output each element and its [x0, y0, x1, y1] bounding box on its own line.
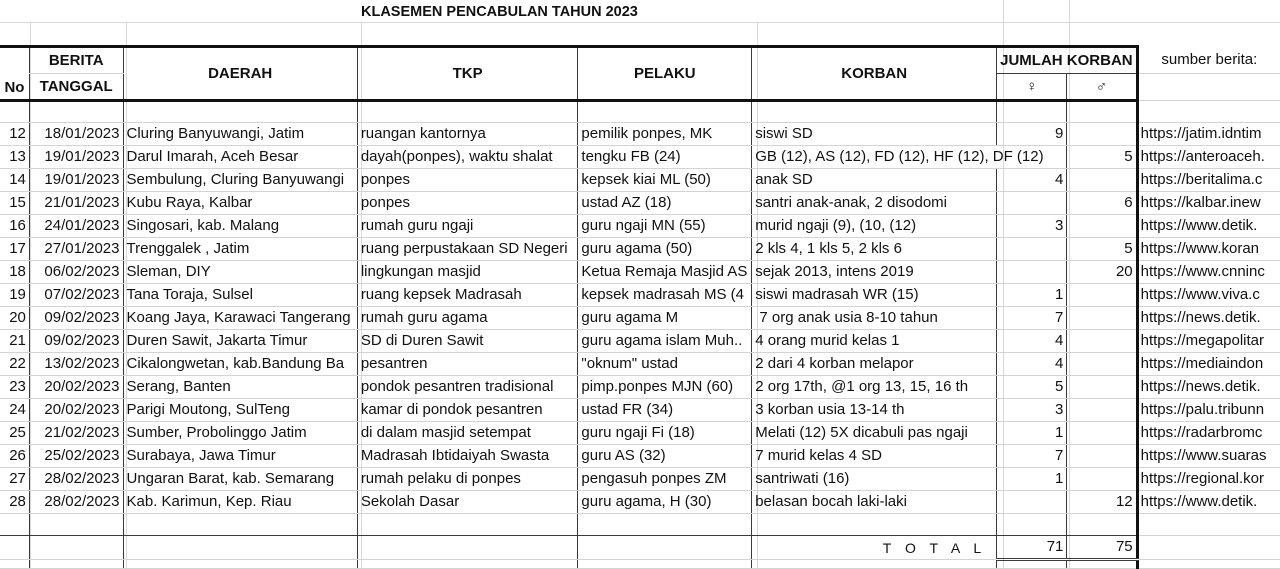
cell-korban[interactable]: santriwati (16)	[752, 468, 997, 491]
total-row	[0, 536, 1280, 560]
cell-pelaku[interactable]: tengku FB (24)	[578, 146, 752, 169]
cell-pelaku[interactable]: pimp.ponpes MJN (60)	[578, 376, 752, 399]
header-tanggal[interactable]: TANGGAL	[29, 74, 123, 101]
empty-cell[interactable]	[29, 514, 123, 536]
empty-cell[interactable]	[123, 536, 357, 560]
cell-tkp[interactable]: pondok pesantren tradisional	[357, 376, 578, 399]
cell-male-count[interactable]	[1067, 399, 1137, 422]
cell-tanggal[interactable]: 19/01/2023	[29, 146, 123, 169]
empty-cell[interactable]	[752, 560, 997, 569]
empty-row	[0, 514, 1280, 536]
cell-sumber-link[interactable]: https://megapolitar	[1137, 330, 1280, 353]
cell-sumber-link[interactable]: https://palu.tribunn	[1137, 399, 1280, 422]
cell-male-count[interactable]: 12	[1067, 491, 1137, 514]
cell-no[interactable]: 20	[0, 307, 29, 330]
empty-cell[interactable]	[0, 101, 29, 123]
header-sumber-berita[interactable]: sumber berita:	[1137, 47, 1280, 74]
cell-daerah[interactable]: Trenggalek , Jatim	[123, 238, 357, 261]
cell-no[interactable]: 18	[0, 261, 29, 284]
table-row	[0, 422, 1280, 445]
cell-sumber-link[interactable]: https://www.koran	[1137, 238, 1280, 261]
cell-tanggal[interactable]: 27/01/2023	[29, 238, 123, 261]
cell-tkp[interactable]: rumah pelaku di ponpes	[357, 468, 578, 491]
cell-no[interactable]: 21	[0, 330, 29, 353]
empty-cell[interactable]	[29, 560, 123, 569]
empty-cell[interactable]	[1067, 101, 1137, 123]
cell-male-count[interactable]: 20	[1067, 261, 1137, 284]
header-daerah[interactable]: DAERAH	[123, 47, 357, 101]
cell-daerah[interactable]: Koang Jaya, Karawaci Tangerang	[123, 307, 357, 330]
table-row	[0, 123, 1280, 146]
cell-no[interactable]: 22	[0, 353, 29, 376]
gridline	[0, 22, 1280, 23]
cell-female-count[interactable]	[997, 192, 1067, 215]
table-row	[0, 192, 1280, 215]
cell-sumber-link[interactable]: https://beritalima.c	[1137, 169, 1280, 192]
cell-sumber-link[interactable]: https://kalbar.inew	[1137, 192, 1280, 215]
cell-tanggal[interactable]: 06/02/2023	[29, 261, 123, 284]
cell-tkp[interactable]: dayah(ponpes), waktu shalat	[357, 146, 578, 169]
table-row	[0, 468, 1280, 491]
cell-male-count[interactable]: 6	[1067, 192, 1137, 215]
cell-tanggal[interactable]: 20/02/2023	[29, 399, 123, 422]
cell-tkp[interactable]: rumah guru agama	[357, 307, 578, 330]
cell-tanggal[interactable]: 09/02/2023	[29, 330, 123, 353]
table-row	[0, 353, 1280, 376]
cell-pelaku[interactable]: Ketua Remaja Masjid AS	[578, 261, 752, 284]
cell-male-count[interactable]	[1067, 445, 1137, 468]
cell-korban[interactable]: 3 korban usia 13-14 th	[752, 399, 997, 422]
cell-sumber-link[interactable]: https://news.detik.	[1137, 307, 1280, 330]
cell-pelaku[interactable]: guru agama M	[578, 307, 752, 330]
cell-sumber-link[interactable]: https://mediaindon	[1137, 353, 1280, 376]
cell-no[interactable]: 19	[0, 284, 29, 307]
cell-no[interactable]: 28	[0, 491, 29, 514]
cell-korban[interactable]: sejak 2013, intens 2019	[752, 261, 997, 284]
table-row	[0, 445, 1280, 468]
cell-daerah[interactable]: Sembulung, Cluring Banyuwangi	[123, 169, 357, 192]
cell-tanggal[interactable]: 09/02/2023	[29, 307, 123, 330]
total-female[interactable]: 71	[997, 536, 1067, 560]
table-row	[0, 238, 1280, 261]
empty-cell[interactable]	[578, 101, 752, 123]
cell-daerah[interactable]: Duren Sawit, Jakarta Timur	[123, 330, 357, 353]
cell-female-count[interactable]: 3	[997, 399, 1067, 422]
header-tkp[interactable]: TKP	[357, 47, 578, 101]
cell-male-count[interactable]	[1067, 307, 1137, 330]
cell-tanggal[interactable]: 21/02/2023	[29, 422, 123, 445]
cell-daerah[interactable]: Cluring Banyuwangi, Jatim	[123, 123, 357, 146]
cell-tanggal[interactable]: 28/02/2023	[29, 491, 123, 514]
cell-tkp[interactable]: ruang kepsek Madrasah	[357, 284, 578, 307]
cell-male-count[interactable]	[1067, 422, 1137, 445]
cell-daerah[interactable]: Kubu Raya, Kalbar	[123, 192, 357, 215]
empty-cell[interactable]	[357, 536, 578, 560]
cell-sumber-link[interactable]: https://regional.kor	[1137, 468, 1280, 491]
cell-tkp[interactable]: di dalam masjid setempat	[357, 422, 578, 445]
cell-pelaku[interactable]: pengasuh ponpes ZM	[578, 468, 752, 491]
cell-female-count[interactable]	[997, 491, 1067, 514]
cell-tanggal[interactable]: 28/02/2023	[29, 468, 123, 491]
empty-cell[interactable]	[357, 560, 578, 569]
cell-daerah[interactable]: Parigi Moutong, SulTeng	[123, 399, 357, 422]
cell-no[interactable]: 16	[0, 215, 29, 238]
cell-no[interactable]: 23	[0, 376, 29, 399]
table-row	[0, 307, 1280, 330]
cell-female-count[interactable]: 3	[997, 215, 1067, 238]
cell-no[interactable]: 13	[0, 146, 29, 169]
cell-no[interactable]: 15	[0, 192, 29, 215]
cell-daerah[interactable]: Kab. Karimun, Kep. Riau	[123, 491, 357, 514]
cell-female-count[interactable]: 7	[997, 307, 1067, 330]
cell-daerah[interactable]: Sleman, DIY	[123, 261, 357, 284]
cell-male-count[interactable]: 5	[1067, 146, 1137, 169]
table-row	[0, 146, 1280, 169]
total-male[interactable]: 75	[1067, 536, 1137, 560]
table-row	[0, 261, 1280, 284]
data-table	[0, 45, 1280, 569]
cell-pelaku[interactable]: kepsek madrasah MS (4	[578, 284, 752, 307]
cell-daerah[interactable]: Surabaya, Jawa Timur	[123, 445, 357, 468]
cell-tkp[interactable]: ponpes	[357, 192, 578, 215]
empty-cell[interactable]	[0, 560, 29, 569]
cell-korban[interactable]: murid ngaji (9), (10, (12)	[752, 215, 997, 238]
cell-sumber-link[interactable]: https://www.detik.	[1137, 215, 1280, 238]
cell-male-count[interactable]	[1067, 215, 1137, 238]
empty-cell[interactable]	[1067, 560, 1137, 569]
empty-cell[interactable]	[1137, 101, 1280, 123]
cell-no[interactable]: 12	[0, 123, 29, 146]
empty-cell[interactable]	[578, 560, 752, 569]
empty-cell[interactable]	[752, 101, 997, 123]
cell-sumber-link[interactable]: https://www.cnninc	[1137, 261, 1280, 284]
cell-korban[interactable]: 2 kls 4, 1 kls 5, 2 kls 6	[752, 238, 997, 261]
sheet-title: KLASEMEN PENCABULAN TAHUN 2023	[361, 4, 638, 20]
cell-female-count[interactable]	[997, 261, 1067, 284]
cell-female-count[interactable]: 1	[997, 422, 1067, 445]
cell-pelaku[interactable]: guru agama (50)	[578, 238, 752, 261]
empty-cell[interactable]	[1137, 514, 1280, 536]
table-row	[0, 491, 1280, 514]
empty-cell[interactable]	[29, 101, 123, 123]
cell-tkp[interactable]: SD di Duren Sawit	[357, 330, 578, 353]
header-pelaku[interactable]: PELAKU	[578, 47, 752, 101]
cell-daerah[interactable]: Darul Imarah, Aceh Besar	[123, 146, 357, 169]
cell-pelaku[interactable]: guru ngaji Fi (18)	[578, 422, 752, 445]
cell-no[interactable]: 14	[0, 169, 29, 192]
table-row	[0, 399, 1280, 422]
cell-tanggal[interactable]: 18/01/2023	[29, 123, 123, 146]
cell-female-count[interactable]: 7	[997, 445, 1067, 468]
cell-no[interactable]: 25	[0, 422, 29, 445]
cell-daerah[interactable]: Ungaran Barat, kab. Semarang	[123, 468, 357, 491]
cell-sumber-link[interactable]: https://www.detik.	[1137, 491, 1280, 514]
cell-korban[interactable]: siswi madrasah WR (15)	[752, 284, 997, 307]
table-row	[0, 330, 1280, 353]
cell-pelaku[interactable]: ustad FR (34)	[578, 399, 752, 422]
cell-female-count[interactable]: 9	[997, 123, 1067, 146]
cell-pelaku[interactable]: guru AS (32)	[578, 445, 752, 468]
cell-female-count[interactable]: 4	[997, 330, 1067, 353]
cell-korban[interactable]: belasan bocah laki-laki	[752, 491, 997, 514]
cell-daerah[interactable]: Serang, Banten	[123, 376, 357, 399]
cell-korban[interactable]: siswi SD	[752, 123, 997, 146]
cell-tanggal[interactable]: 21/01/2023	[29, 192, 123, 215]
cell-female-count[interactable]: 4	[997, 353, 1067, 376]
total-label[interactable]: T O T A L	[752, 536, 997, 560]
cell-tanggal[interactable]: 19/01/2023	[29, 169, 123, 192]
cell-sumber-link[interactable]: https://anteroaceh.	[1137, 146, 1280, 169]
cell-tanggal[interactable]: 07/02/2023	[29, 284, 123, 307]
cell-tkp[interactable]: Sekolah Dasar	[357, 491, 578, 514]
cell-tanggal[interactable]: 13/02/2023	[29, 353, 123, 376]
female-symbol-icon[interactable]: ♀	[997, 74, 1067, 101]
cell-korban[interactable]: GB (12), AS (12), FD (12), HF (12), DF (12)	[752, 146, 1067, 169]
cell-female-count[interactable]: 5	[997, 376, 1067, 399]
cell-tkp[interactable]: ponpes	[357, 169, 578, 192]
cell-korban[interactable]: 7 org anak usia 8-10 tahun	[752, 307, 997, 330]
cell-tkp[interactable]: Madrasah Ibtidaiyah Swasta	[357, 445, 578, 468]
header-korban[interactable]: KORBAN	[752, 47, 997, 101]
header-berita[interactable]: BERITA	[29, 47, 123, 74]
empty-cell[interactable]	[0, 514, 29, 536]
empty-cell[interactable]	[357, 101, 578, 123]
cell-tkp[interactable]: pesantren	[357, 353, 578, 376]
cell-no[interactable]: 26	[0, 445, 29, 468]
cell-tkp[interactable]: ruang perpustakaan SD Negeri	[357, 238, 578, 261]
cell-pelaku[interactable]: kepsek kiai ML (50)	[578, 169, 752, 192]
empty-cell[interactable]	[123, 514, 357, 536]
empty-cell[interactable]	[1067, 514, 1137, 536]
cell-korban[interactable]: Melati (12) 5X dicabuli pas ngaji	[752, 422, 997, 445]
cell-tanggal[interactable]: 24/01/2023	[29, 215, 123, 238]
cell-female-count[interactable]: 1	[997, 284, 1067, 307]
header-jumlah-korban[interactable]: JUMLAH KORBAN	[997, 47, 1138, 74]
cell-no[interactable]: 24	[0, 399, 29, 422]
table-row	[0, 376, 1280, 399]
cell-korban[interactable]: 7 murid kelas 4 SD	[752, 445, 997, 468]
table-row	[0, 215, 1280, 238]
cell-sumber-link[interactable]: https://radarbromc	[1137, 422, 1280, 445]
cell-tanggal[interactable]: 25/02/2023	[29, 445, 123, 468]
cell-tkp[interactable]: kamar di pondok pesantren	[357, 399, 578, 422]
cell-pelaku[interactable]: ustad AZ (18)	[578, 192, 752, 215]
cell-korban[interactable]: 2 org 17th, @1 org 13, 15, 16 th	[752, 376, 997, 399]
empty-cell[interactable]	[997, 101, 1067, 123]
empty-cell[interactable]	[1137, 74, 1280, 101]
cell-korban[interactable]: 2 dari 4 korban melapor	[752, 353, 997, 376]
cell-male-count[interactable]	[1067, 169, 1137, 192]
cell-sumber-link[interactable]: https://www.suaras	[1137, 445, 1280, 468]
cell-daerah[interactable]: Tana Toraja, Sulsel	[123, 284, 357, 307]
bottom-border-row	[0, 560, 1280, 569]
cell-pelaku[interactable]: guru agama islam Muh..	[578, 330, 752, 353]
cell-korban[interactable]: anak SD	[752, 169, 997, 192]
cell-male-count[interactable]: 5	[1067, 238, 1137, 261]
empty-cell[interactable]	[997, 560, 1067, 569]
cell-tkp[interactable]: rumah guru ngaji	[357, 215, 578, 238]
cell-male-count[interactable]	[1067, 353, 1137, 376]
cell-daerah[interactable]: Cikalongwetan, kab.Bandung Ba	[123, 353, 357, 376]
cell-tkp[interactable]: ruangan kantornya	[357, 123, 578, 146]
cell-korban[interactable]: santri anak-anak, 2 disodomi	[752, 192, 997, 215]
empty-cell[interactable]	[0, 536, 29, 560]
cell-no[interactable]: 17	[0, 238, 29, 261]
cell-pelaku[interactable]: "oknum" ustad	[578, 353, 752, 376]
empty-cell[interactable]	[29, 536, 123, 560]
cell-korban[interactable]: 4 orang murid kelas 1	[752, 330, 997, 353]
cell-female-count[interactable]: 4	[997, 169, 1067, 192]
header-no[interactable]: No	[0, 47, 29, 101]
cell-sumber-link[interactable]: https://jatim.idntim	[1137, 123, 1280, 146]
empty-cell[interactable]	[357, 514, 578, 536]
cell-male-count[interactable]	[1067, 284, 1137, 307]
cell-pelaku[interactable]: guru agama, H (30)	[578, 491, 752, 514]
table-row	[0, 169, 1280, 192]
cell-tkp[interactable]: lingkungan masjid	[357, 261, 578, 284]
empty-row	[0, 101, 1280, 123]
cell-sumber-link[interactable]: https://news.detik.	[1137, 376, 1280, 399]
cell-sumber-link[interactable]: https://www.viva.c	[1137, 284, 1280, 307]
empty-cell[interactable]	[1137, 536, 1280, 560]
empty-cell[interactable]	[997, 514, 1067, 536]
cell-tanggal[interactable]: 20/02/2023	[29, 376, 123, 399]
cell-male-count[interactable]	[1067, 376, 1137, 399]
cell-female-count[interactable]: 1	[997, 468, 1067, 491]
cell-female-count[interactable]	[997, 238, 1067, 261]
male-symbol-icon[interactable]: ♂	[1067, 74, 1137, 101]
cell-no[interactable]: 27	[0, 468, 29, 491]
cell-pelaku[interactable]: guru ngaji MN (55)	[578, 215, 752, 238]
empty-cell[interactable]	[578, 536, 752, 560]
empty-cell[interactable]	[752, 514, 997, 536]
empty-cell[interactable]	[123, 560, 357, 569]
cell-male-count[interactable]	[1067, 330, 1137, 353]
table-row	[0, 284, 1280, 307]
empty-cell[interactable]	[578, 514, 752, 536]
cell-male-count[interactable]	[1067, 123, 1137, 146]
empty-cell[interactable]	[1137, 560, 1280, 569]
cell-pelaku[interactable]: pemilik ponpes, MK	[578, 123, 752, 146]
cell-male-count[interactable]	[1067, 468, 1137, 491]
cell-daerah[interactable]: Singosari, kab. Malang	[123, 215, 357, 238]
empty-cell[interactable]	[123, 101, 357, 123]
cell-daerah[interactable]: Sumber, Probolinggo Jatim	[123, 422, 357, 445]
